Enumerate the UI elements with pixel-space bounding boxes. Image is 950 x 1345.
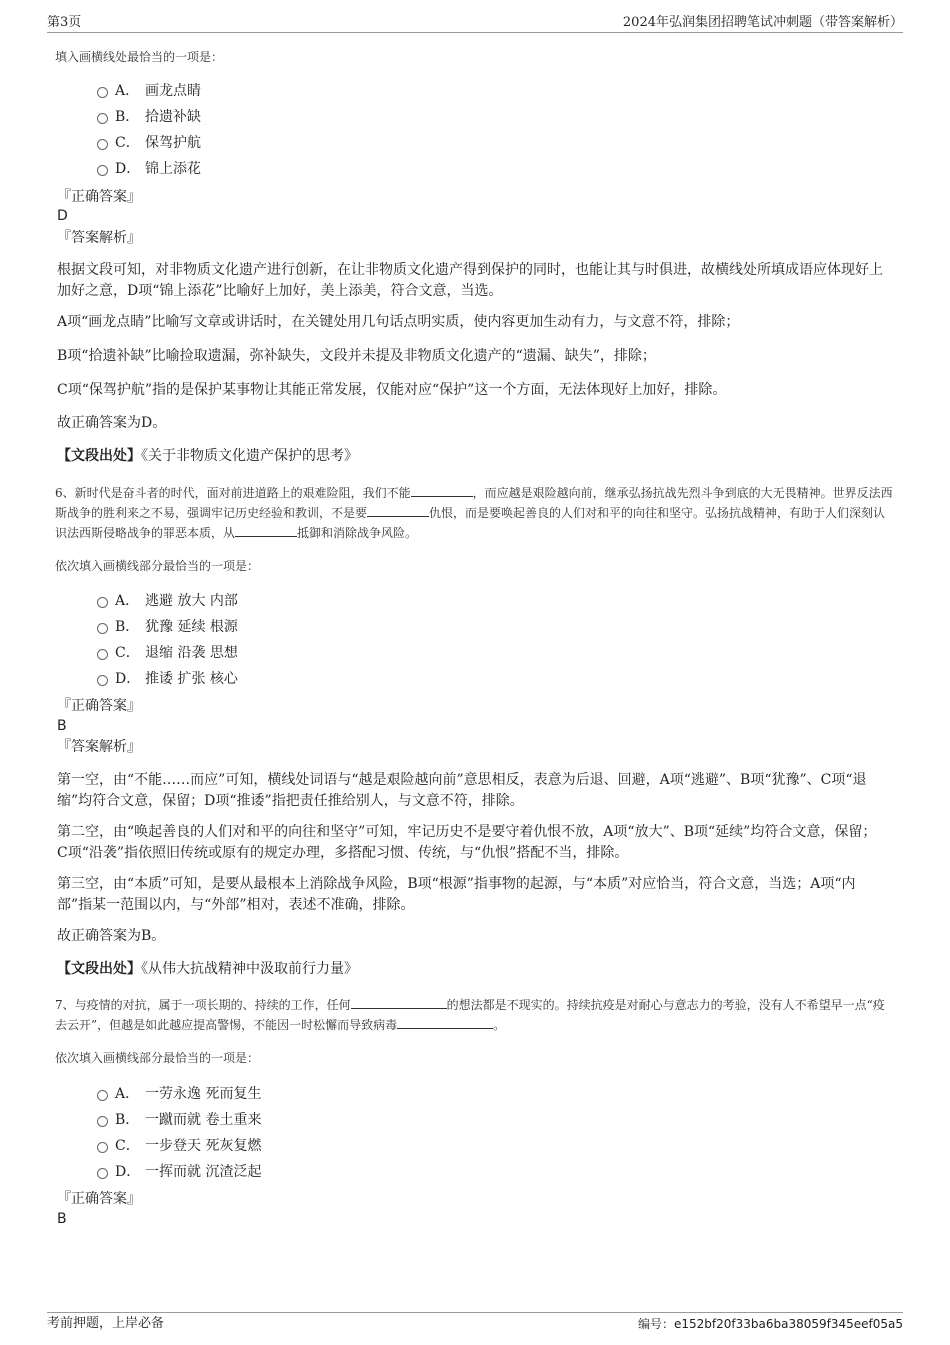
source-label: 【文段出处】 bbox=[57, 448, 141, 464]
radio-icon[interactable] bbox=[97, 1116, 108, 1127]
source-title: 《从伟大抗战精神中汲取前行力量》 bbox=[141, 961, 358, 977]
q6-stem: 6、新时代是奋斗者的时代，面对前进道路上的艰难险阻，我们不能 ，而应越是艰险越向前，继承弘扬抗战先烈斗争到底的大无畏精神。世界反法西斯战争的胜利来之不易，强调牢记历史经验和教训，不是要 仇恨，而是要唤起善良的人们对和平的向往和坚守。弘扬抗战精神，有助于人们深刻认识法西斯侵略战争的罪恶本质，从 抵御和消除战争风险。 bbox=[55, 486, 893, 540]
blank-line bbox=[235, 524, 297, 537]
q5-analysis-4: C项“保驾护航”指的是保护某事物让其能正常发展，仅能对应“保护”这一个方面，无法体现好上加好，排除。 bbox=[57, 382, 727, 398]
radio-icon[interactable] bbox=[97, 139, 108, 150]
radio-icon[interactable] bbox=[97, 623, 108, 634]
blank-line bbox=[351, 996, 447, 1009]
radio-icon[interactable] bbox=[97, 1168, 108, 1179]
document-id: 编号：e152bf20f33ba6ba38059f345eef05a5 bbox=[637, 1317, 903, 1331]
q6-analysis-2: 第二空，由“唤起善良的人们对和平的向往和坚守”可知，牢记历史不是要守着仇恨不放，A项“放大”、B项“延续”均符合文意，保留；C项“沿袭”指依照旧传统或原有的规定办理，多搭配习惯、传统，与“仇恨”搭配不当，排除。 bbox=[57, 824, 877, 861]
blank-line bbox=[397, 1016, 493, 1029]
q5-analysis-3: B项“拾遗补缺”比喻捡取遗漏，弥补缺失，文段并未提及非物质文化遗产的“遗漏、缺失”，排除； bbox=[57, 348, 656, 364]
blank-line bbox=[367, 504, 429, 517]
q6-answer: B bbox=[57, 718, 67, 734]
radio-icon[interactable] bbox=[97, 675, 108, 686]
page-footer bbox=[47, 1312, 903, 1331]
q6-answer-label: 『正确答案』 bbox=[57, 698, 141, 714]
blank-line bbox=[411, 484, 473, 497]
q6-analysis-1: 第一空，由“不能……而应”可知，横线处词语与“越是艰险越向前”意思相反，表意为后退、回避，A项“逃避”、B项“犹豫”、C项“退缩”均符合文意，保留；D项“推诿”指把责任推给别人，与文意不符，排除。 bbox=[57, 772, 867, 809]
radio-icon[interactable] bbox=[97, 649, 108, 660]
source-label: 【文段出处】 bbox=[57, 961, 141, 977]
q5-answer-label: 『正确答案』 bbox=[57, 189, 141, 205]
q5-analysis-label: 『答案解析』 bbox=[57, 230, 141, 246]
radio-icon[interactable] bbox=[97, 1090, 108, 1101]
source-title: 《关于非物质文化遗产保护的思考》 bbox=[141, 448, 358, 464]
q7-answer-label: 『正确答案』 bbox=[57, 1191, 141, 1207]
q6-prompt: 依次填入画横线部分最恰当的一项是： bbox=[55, 559, 260, 573]
q7-stem: 7、与疫情的对抗，属于一项长期的、持续的工作，任何 的想法都是不现实的。持续抗疫是对耐心与意志力的考验，没有人不希望早一点“疫去云开”，但越是如此越应提高警惕，不能因一时松懈而导致病毒 。 bbox=[55, 998, 885, 1032]
q7-answer: B bbox=[57, 1211, 67, 1227]
radio-icon[interactable] bbox=[97, 87, 108, 98]
q5-analysis-2: A项“画龙点睛”比喻写文章或讲话时，在关键处用几句话点明实质，使内容更加生动有力，与文意不符，排除； bbox=[57, 314, 740, 330]
page-number: 第3页 bbox=[47, 15, 82, 30]
q6-analysis-3: 第三空，由“本质”可知，是要从最根本上消除战争风险，B项“根源”指事物的起源，与“本质”对应恰当，符合文意，当选；A项“内部”指某一范围以内，与“外部”相对，表述不准确，排除。 bbox=[57, 876, 856, 913]
page-header bbox=[47, 14, 903, 33]
q5-answer: D bbox=[57, 208, 68, 224]
radio-icon[interactable] bbox=[97, 597, 108, 608]
q6-analysis-label: 『答案解析』 bbox=[57, 739, 141, 755]
q5-prompt: 填入画横线处最恰当的一项是： bbox=[55, 50, 224, 64]
q6-source bbox=[57, 959, 358, 979]
q6-analysis-4: 故正确答案为B。 bbox=[57, 928, 166, 944]
radio-icon[interactable] bbox=[97, 165, 108, 176]
radio-icon[interactable] bbox=[97, 1142, 108, 1153]
q5-analysis-1: 根据文段可知，对非物质文化遗产进行创新，在让非物质文化遗产得到保护的同时，也能让其与时俱进，故横线处所填成语应体现好上加好之意，D项“锦上添花”比喻好上加好，美上添美，符合文意，当选。 bbox=[57, 262, 883, 299]
document-title: 2024年弘润集团招聘笔试冲刺题（带答案解析） bbox=[622, 15, 903, 30]
q5-source bbox=[57, 446, 358, 466]
radio-icon[interactable] bbox=[97, 113, 108, 124]
q5-analysis-5: 故正确答案为D。 bbox=[57, 415, 167, 431]
q7-prompt: 依次填入画横线部分最恰当的一项是： bbox=[55, 1051, 260, 1065]
footer-slogan: 考前押题，上岸必备 bbox=[47, 1316, 165, 1331]
